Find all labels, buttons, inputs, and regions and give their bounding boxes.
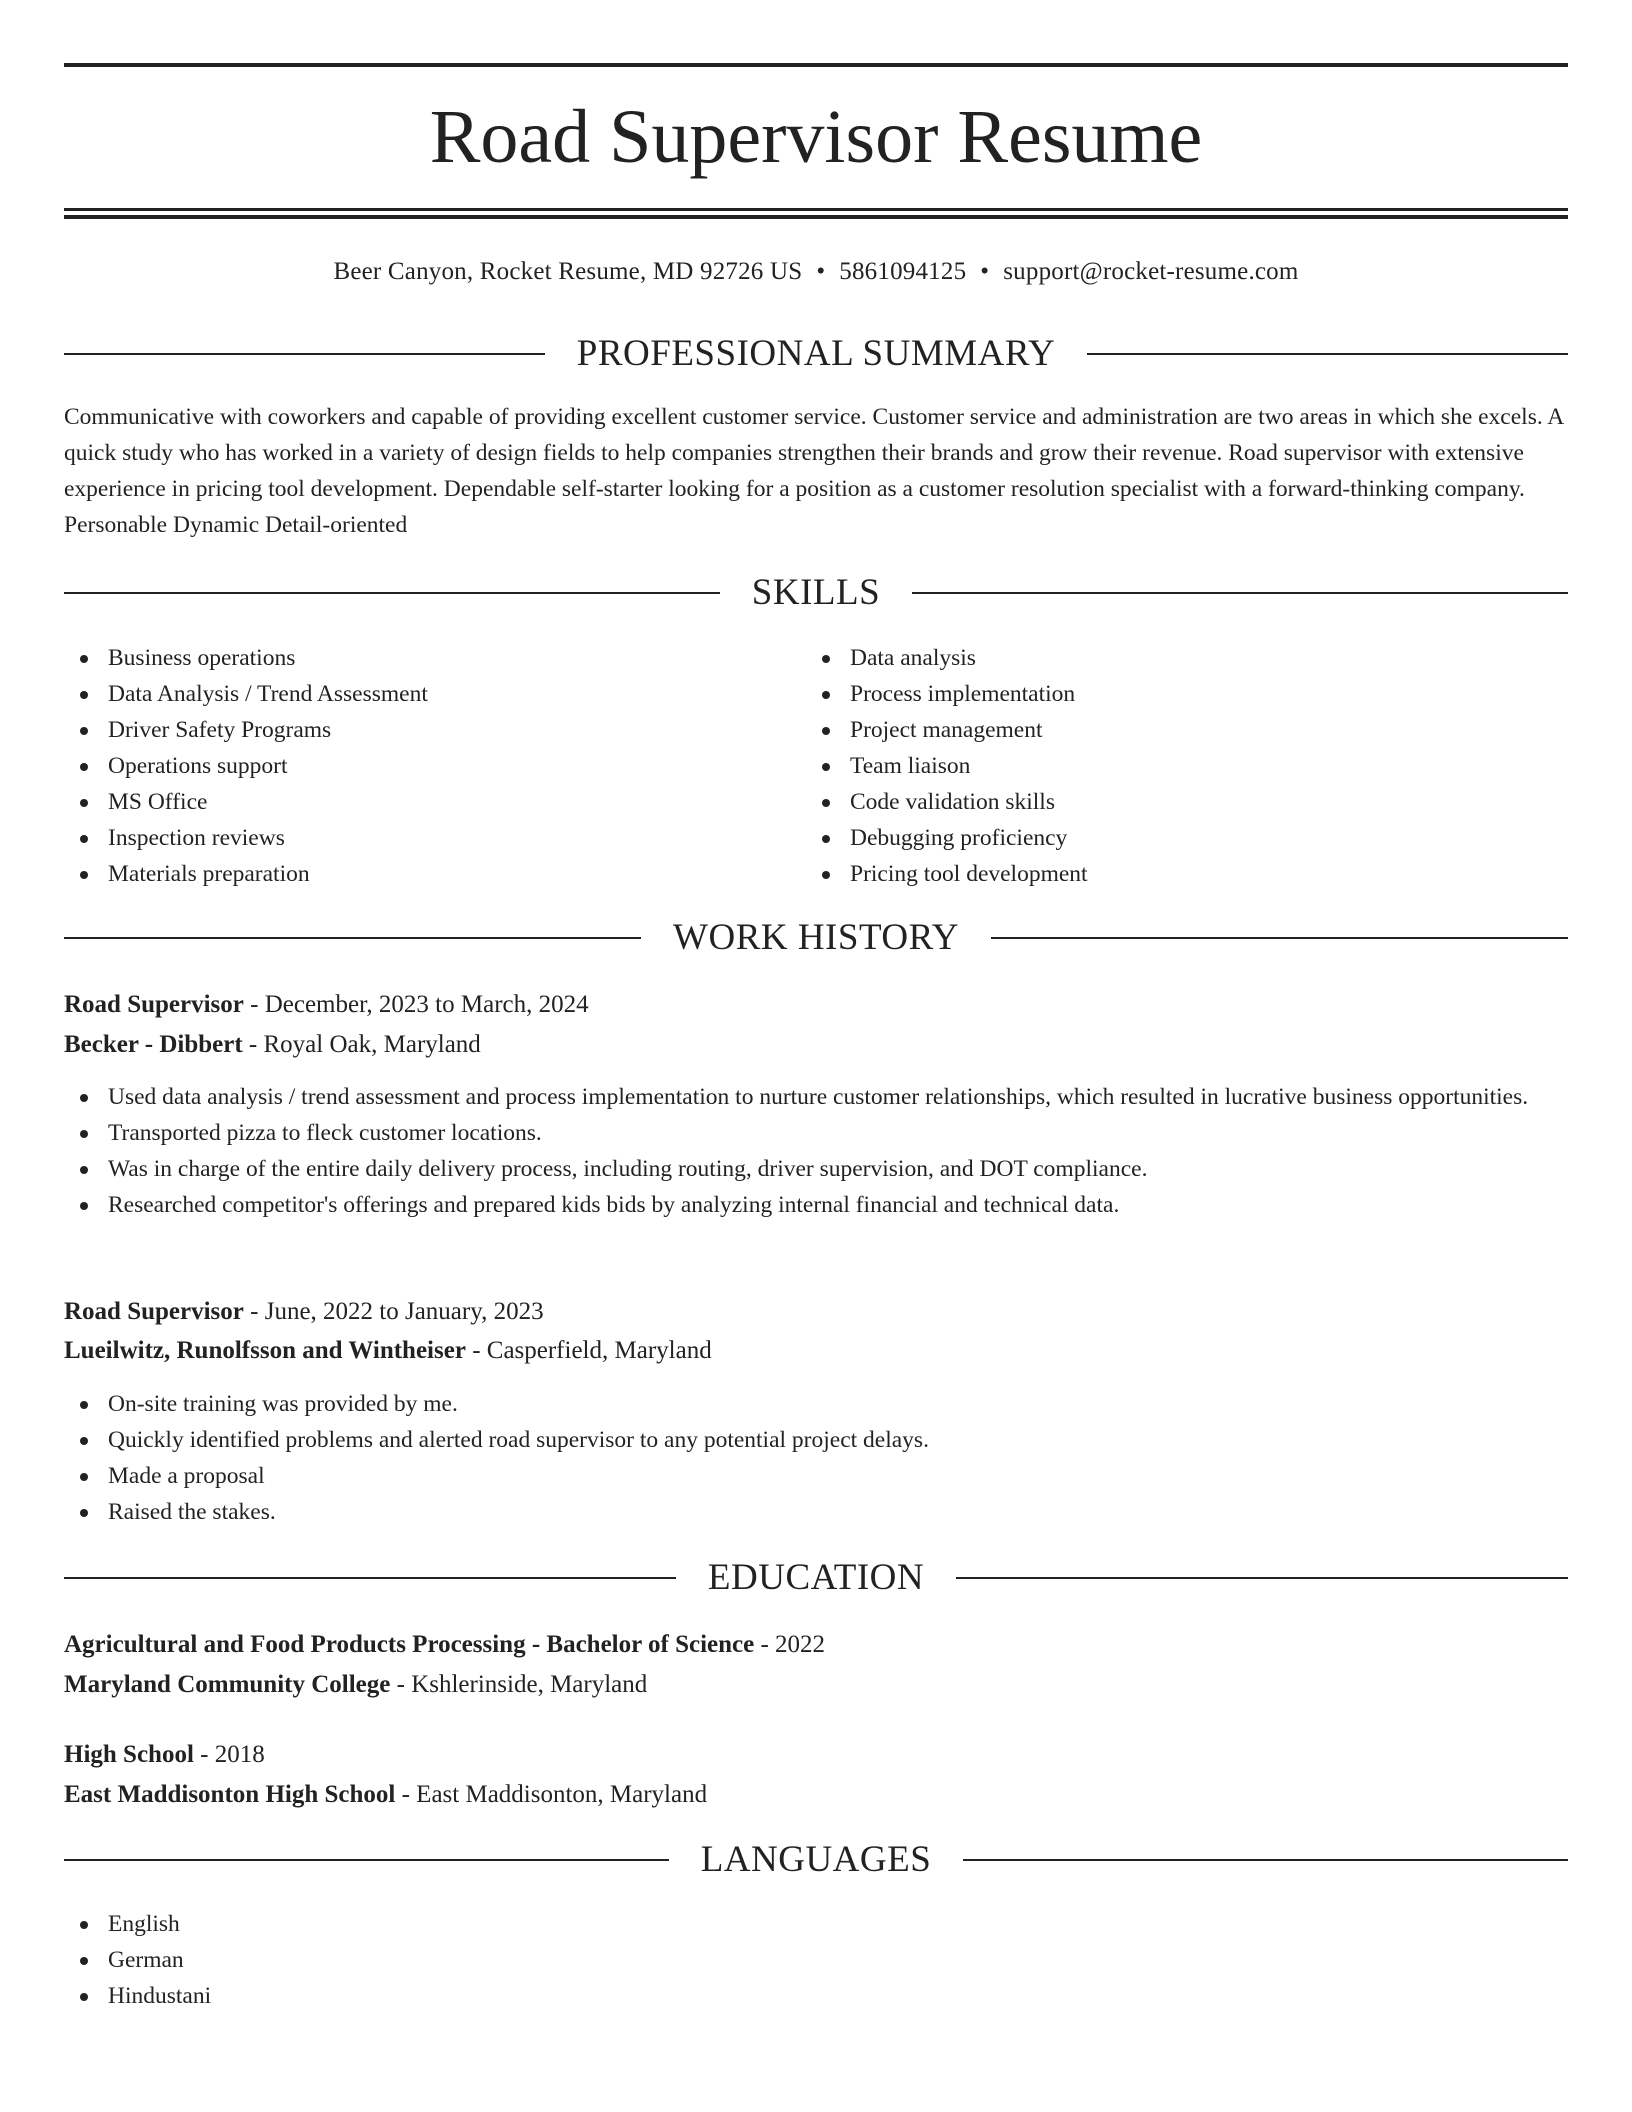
job-bullet: Raised the stakes. — [64, 1494, 1568, 1530]
language-item: Hindustani — [64, 1978, 1568, 2014]
section-header-skills — [64, 571, 1568, 615]
skill-item: Materials preparation — [64, 856, 806, 892]
top-rule — [64, 63, 1568, 67]
job-company-line — [64, 1333, 1568, 1369]
section-header-summary — [64, 332, 1568, 376]
skills-column-right — [806, 640, 1548, 892]
summary-text: Communicative with coworkers and capable of providing excellent customer service. Customer service and administration are two areas in which she excels. A quick study who has worked in a variety of design fields to help companies strengthen their brands and grow their revenue. Road supervisor with extensive experience in pricing tool development. Dependable self-starter looking for a position as a customer resolution specialist with a forward-thinking company. Personable Dynamic Detail-oriented — [64, 404, 1563, 538]
section-rule — [64, 937, 641, 939]
job-bullets — [64, 1386, 1568, 1530]
section-title: EDUCATION — [707, 1557, 925, 1598]
job-company: Lueilwitz, Runolfsson and Wintheiser — [64, 1337, 466, 1364]
education-degree: Agricultural and Food Products Processing - Bachelor of Science — [64, 1631, 755, 1658]
education-school-line — [64, 1777, 1568, 1813]
skills-list — [64, 640, 1568, 892]
job-dates: - December, 2023 to March, 2024 — [243, 991, 589, 1018]
section-rule — [956, 1577, 1568, 1579]
job-title-line — [64, 987, 1568, 1023]
skill-item: MS Office — [64, 784, 806, 820]
contact-phone: 5861094125 — [839, 258, 967, 285]
contact-line — [64, 254, 1568, 290]
skill-item: Inspection reviews — [64, 820, 806, 856]
contact-email: support@rocket-resume.com — [1003, 258, 1299, 285]
section-header-languages — [64, 1838, 1568, 1882]
job-bullet: Was in charge of the entire daily delivery process, including routing, driver supervision, and DOT compliance. — [64, 1151, 1568, 1187]
education-school: Maryland Community College — [64, 1671, 391, 1698]
section-title: PROFESSIONAL SUMMARY — [576, 333, 1056, 374]
section-title: SKILLS — [751, 572, 881, 613]
job-location: - Casperfield, Maryland — [465, 1337, 712, 1364]
skill-item: Debugging proficiency — [806, 820, 1548, 856]
job-bullet: Researched competitor's offerings and prepared kids bids by analyzing internal financial and technical data. — [64, 1187, 1568, 1223]
skill-item: Process implementation — [806, 676, 1548, 712]
contact-address: Beer Canyon, Rocket Resume, MD 92726 US — [333, 258, 803, 285]
education-degree-line — [64, 1737, 1568, 1773]
title-double-rule — [64, 208, 1568, 219]
skill-item: Data Analysis / Trend Assessment — [64, 676, 806, 712]
section-header-education — [64, 1556, 1568, 1600]
education-school-line — [64, 1667, 1568, 1703]
job-company: Becker - Dibbert — [64, 1031, 243, 1058]
section-rule — [64, 1577, 676, 1579]
education-location: - Kshlerinside, Maryland — [390, 1671, 648, 1698]
skill-item: Data analysis — [806, 640, 1548, 676]
education-year: - 2022 — [754, 1631, 826, 1658]
section-rule — [912, 592, 1568, 594]
job-company-line — [64, 1027, 1568, 1063]
education-degree: High School — [64, 1741, 194, 1768]
job-bullet: Quickly identified problems and alerted road supervisor to any potential project delays. — [64, 1422, 1568, 1458]
job-bullet: Transported pizza to fleck customer locations. — [64, 1115, 1568, 1151]
language-item: German — [64, 1942, 1568, 1978]
education-year: - 2018 — [193, 1741, 265, 1768]
section-header-work — [64, 916, 1568, 960]
section-rule — [1087, 353, 1568, 355]
language-item: English — [64, 1906, 1568, 1942]
section-title: LANGUAGES — [700, 1839, 932, 1880]
skill-item: Code validation skills — [806, 784, 1548, 820]
job-title: Road Supervisor — [64, 991, 244, 1018]
skill-item: Project management — [806, 712, 1548, 748]
job-location: - Royal Oak, Maryland — [242, 1031, 481, 1058]
education-degree-line — [64, 1627, 1568, 1663]
job-bullet: Used data analysis / trend assessment and process implementation to nurture customer relationships, which resulted in lucrative business opportunities. — [64, 1079, 1568, 1115]
job-bullet: Made a proposal — [64, 1458, 1568, 1494]
education-location: - East Maddisonton, Maryland — [395, 1781, 708, 1808]
section-rule — [963, 1859, 1568, 1861]
skills-column-left — [64, 640, 806, 892]
resume-title: Road Supervisor Resume — [429, 95, 1203, 179]
contact-separator: • — [980, 258, 990, 285]
skill-item: Team liaison — [806, 748, 1548, 784]
languages-list — [64, 1906, 1568, 2014]
section-title: WORK HISTORY — [673, 917, 959, 958]
job-title-line — [64, 1294, 1568, 1330]
section-rule — [991, 937, 1568, 939]
education-school: East Maddisonton High School — [64, 1781, 396, 1808]
job-bullets — [64, 1079, 1568, 1223]
skill-item: Driver Safety Programs — [64, 712, 806, 748]
job-title: Road Supervisor — [64, 1298, 244, 1325]
skill-item: Pricing tool development — [806, 856, 1548, 892]
skill-item: Business operations — [64, 640, 806, 676]
section-rule — [64, 1859, 669, 1861]
skill-item: Operations support — [64, 748, 806, 784]
section-rule — [64, 353, 545, 355]
job-bullet: On-site training was provided by me. — [64, 1386, 1568, 1422]
section-rule — [64, 592, 720, 594]
job-dates: - June, 2022 to January, 2023 — [243, 1298, 544, 1325]
contact-separator: • — [816, 258, 826, 285]
